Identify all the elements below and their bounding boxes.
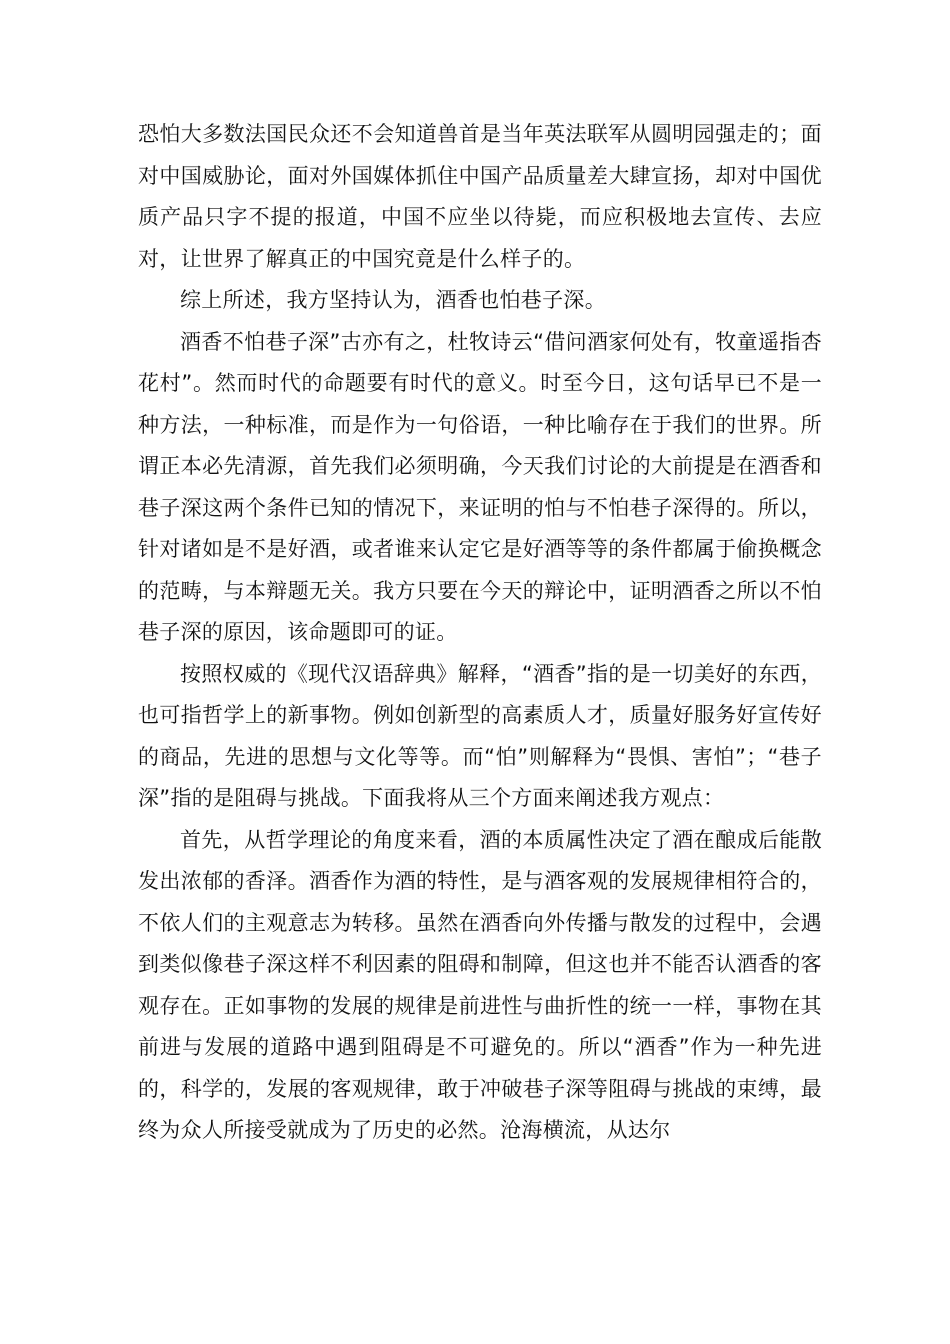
paragraph-continuation: 恐怕大多数法国民众还不会知道兽首是当年英法联军从圆明园强走的；面对中国威胁论，面对外国媒体抓住中国产品质量差大肆宣扬，却对中国优质产品只字不提的报道，中国不应坐以待毙，而应积极地去宣传、去应对，让世界了解真正的中国究竟是什么样子的。 — [138, 122, 822, 271]
paragraph-premise: 酒香不怕巷子深”古亦有之，杜牧诗云“借问酒家何处有，牧童遥指杏花村”。然而时代的命题要有时代的意义。时至今日，这句话早已不是一种方法，一种标准，而是作为一句俗语，一种比喻存在于我们的世界。所谓正本必先清源，首先我们必须明确，今天我们讨论的大前提是在酒香和巷子深这两个条件已知的情况下，来证明的怕与不怕巷子深得的。所以，针对诸如是不是好酒，或者谁来认定它是好酒等等的条件都属于偷换概念的范畴，与本辩题无关。我方只要在今天的辩论中，证明酒香之所以不怕巷子深的原因，该命题即可的证。 — [138, 329, 822, 644]
body-text — [138, 114, 822, 1152]
paragraph-conclusion: 综上所述，我方坚持认为，酒香也怕巷子深。 — [180, 288, 606, 312]
paragraph-definition: 按照权威的《现代汉语辞典》解释，“酒香”指的是一切美好的东西，也可指哲学上的新事物。例如创新型的高素质人才，质量好服务好宣传好的商品，先进的思想与文化等等。而“怕”则解释为“畏惧、害怕”；“巷子深”指的是阻碍与挑战。下面我将从三个方面来阐述我方观点： — [138, 661, 822, 810]
paragraph-argument-one: 首先，从哲学理论的角度来看，酒的本质属性决定了酒在酿成后能散发出浓郁的香泽。酒香作为酒的特性，是与酒客观的发展规律相符合的，不依人们的主观意志为转移。虽然在酒香向外传播与散发的过程中，会遇到类似像巷子深这样不利因素的阻碍和制障，但这也并不能否认酒香的客观存在。正如事物的发展的规律是前进性与曲折性的统一一样，事物在其前进与发展的道路中遇到阻碍是不可避免的。所以“酒香”作为一种先进的，科学的，发展的客观规律，敢于冲破巷子深等阻碍与挑战的束缚，最终为众人所接受就成为了历史的必然。沧海横流，从达尔 — [138, 827, 822, 1142]
